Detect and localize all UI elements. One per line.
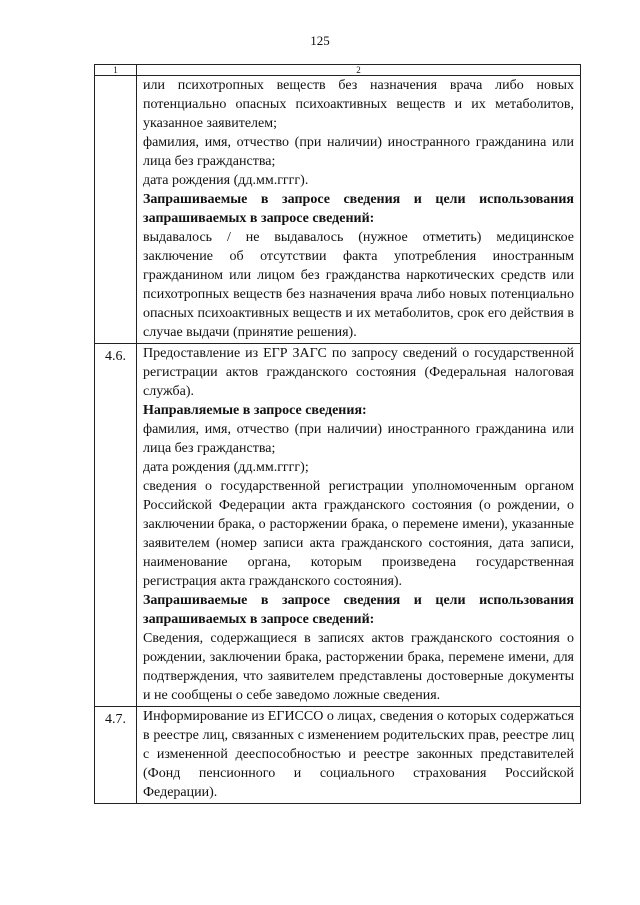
section-heading: Запрашиваемые в запросе сведения и цели использования запрашиваемых в запросе сведений: <box>143 192 574 226</box>
column-header-1: 1 <box>95 65 137 76</box>
paragraph: выдавалось / не выдавалось (нужное отметить) медицинское заключение об отсутствии факта употребления иностранным гражданином или лицом без гражданства наркотических средств или психотропных веществ без назначения врача либо новых потенциально опасных психоактивных веществ и их метаболитов, срок его действия в случае выдачи (принятие решения). <box>143 230 574 340</box>
paragraph: фамилия, имя, отчество (при наличии) иностранного гражданина или лица без гражданства; <box>143 135 574 169</box>
table-row <box>95 707 581 804</box>
paragraph: дата рождения (дд.мм.гггг). <box>143 173 309 188</box>
paragraph: или психотропных веществ без назначения врача либо новых потенциально опасных психоактивных веществ и их метаболитов, указанное заявителем; <box>143 78 574 131</box>
paragraph: дата рождения (дд.мм.гггг); <box>143 460 309 475</box>
paragraph: Информирование из ЕГИССО о лицах, сведения о которых содержаться в реестре лиц, связанных с изменением родительских прав, реестре лиц с измененной дееспособностью и реестре законных представителей (Фонд пенсионного и социального страхования Российской Федерации). <box>143 709 574 800</box>
table-row <box>95 344 581 707</box>
paragraph: Сведения, содержащиеся в записях актов гражданского состояния о рождении, заключении брака, расторжении брака, перемене имени, для подтверждения, что заявителем представлены достоверные документы и не сообщены о себе заведомо ложные сведения. <box>143 631 574 703</box>
paragraph: сведения о государственной регистрации уполномоченным органом Российской Федерации акта гражданского состояния (о рождении, о заключении брака, о расторжении брака, о перемене имени), указанные заявителем (номер записи акта гражданского состояния, дата записи, наименование органа, которым произведена государственная регистрация акта гражданского состояния). <box>143 479 574 589</box>
table-header-row <box>95 65 581 76</box>
table-row <box>95 76 581 344</box>
page-number: 125 <box>310 33 330 48</box>
paragraph: фамилия, имя, отчество (при наличии) иностранного гражданина или лица без гражданства; <box>143 422 574 456</box>
column-header-2: 2 <box>137 65 581 76</box>
paragraph: Предоставление из ЕГР ЗАГС по запросу сведений о государственной регистрации актов гражданского состояния (Федеральная налоговая служба). <box>143 346 574 399</box>
row-number <box>95 76 137 344</box>
row-number: 4.6. <box>95 344 137 707</box>
row-number: 4.7. <box>95 707 137 804</box>
services-table <box>94 64 581 804</box>
section-heading: Направляемые в запросе сведения: <box>143 403 367 418</box>
row-content <box>137 76 581 344</box>
section-heading: Запрашиваемые в запросе сведения и цели использования запрашиваемых в запросе сведений: <box>143 593 574 627</box>
row-content <box>137 344 581 707</box>
row-content <box>137 707 581 804</box>
